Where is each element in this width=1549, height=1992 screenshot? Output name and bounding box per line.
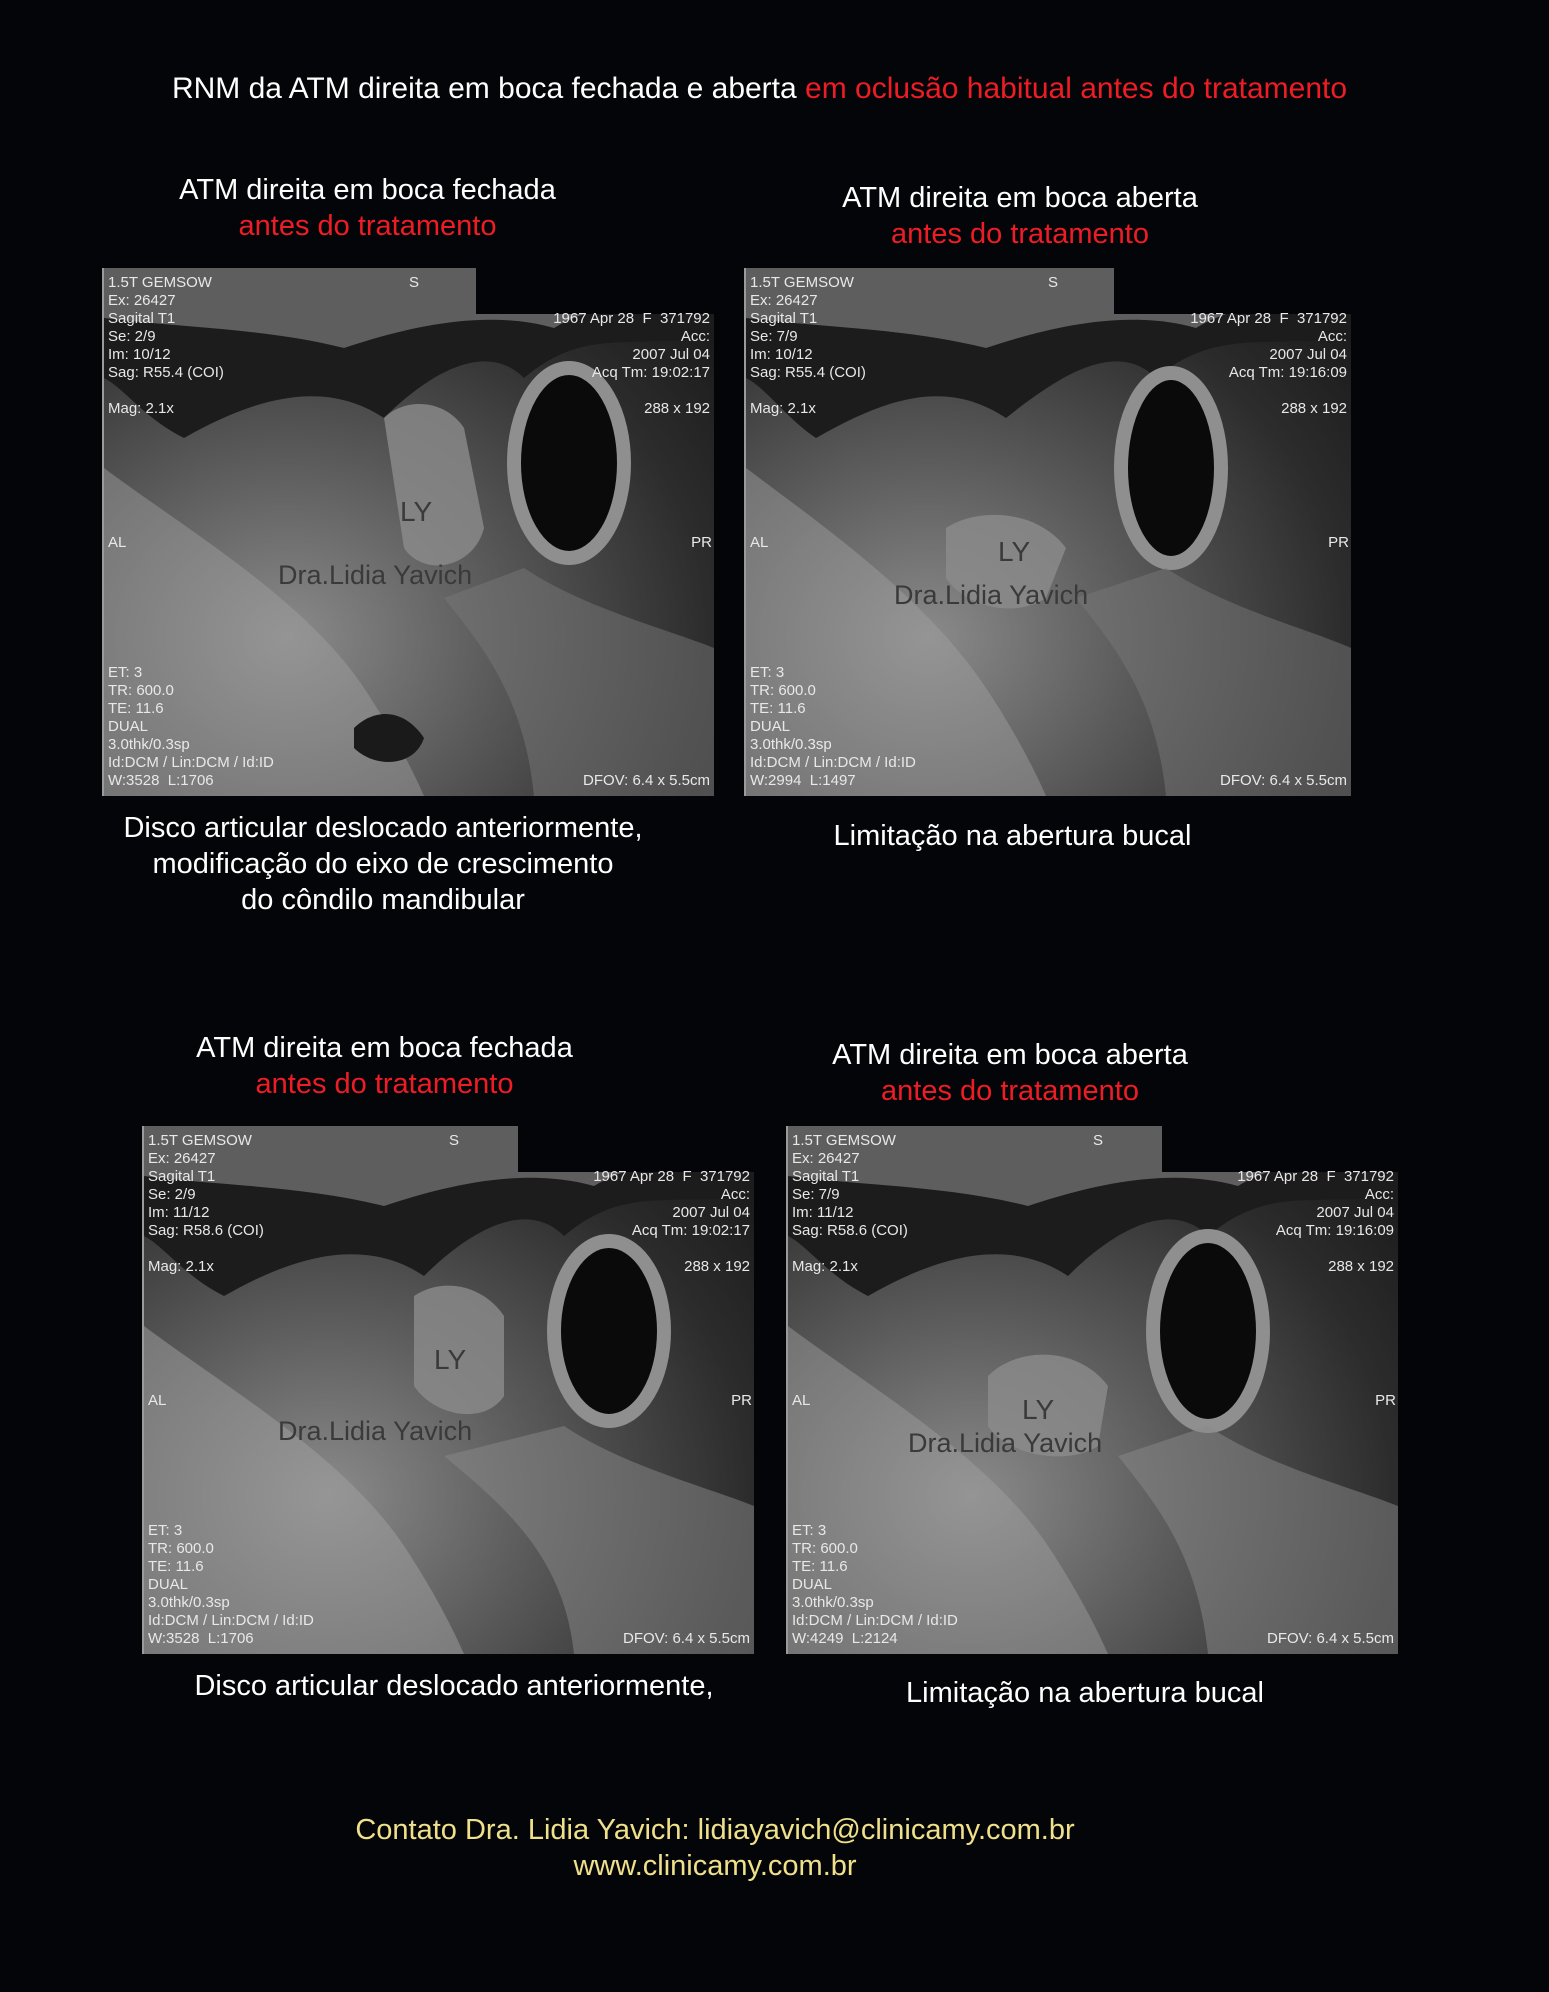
- panel-1-heading-red: antes do tratamento: [238, 210, 497, 242]
- panel-3-caption-line-1: Disco articular deslocado anteriormente,: [194, 1670, 714, 1702]
- mri-3-marker-left: AL: [148, 1392, 167, 1409]
- mri-4-overlay-s: S: [1093, 1132, 1104, 1149]
- mri-3-overlay-bottomright: DFOV: 6.4 x 5.5cm: [623, 1630, 750, 1647]
- panel-3-heading: [167, 1030, 602, 1102]
- mri-image-4: [786, 1126, 1398, 1654]
- page-title-white: RNM da ATM direita em boca fechada e aberta: [171, 72, 797, 105]
- mri-2-watermark-ly: LY: [998, 536, 1031, 567]
- mri-2-overlay-topleft: 1.5T GEMSOW Ex: 26427 Sagital T1 Se: 7/9 Im: 10/12 Sag: R55.4 (COI) Mag: 2.1x: [750, 274, 866, 417]
- mri-2-overlay-topright: 1967 Apr 28 F 371792 Acc: 2007 Jul 04 Acq Tm: 19:16:09 288 x 192: [1190, 310, 1347, 417]
- mri-1-watermark-ly: LY: [400, 496, 433, 527]
- mri-4-marker-right: PR: [1375, 1392, 1396, 1409]
- mri-2-overlay-s: S: [1048, 274, 1059, 291]
- panel-1-caption-line-1: Disco articular deslocado anteriormente,: [123, 812, 643, 844]
- panel-1-caption-line-3: do côndilo mandibular: [241, 884, 525, 916]
- mri-1-overlay-bottomleft: ET: 3 TR: 600.0 TE: 11.6 DUAL 3.0thk/0.3sp Id:DCM / Lin:DCM / Id:ID W:3528 L:1706: [108, 664, 274, 789]
- mri-1-marker-left: AL: [108, 534, 127, 551]
- panel-3-caption: [170, 1668, 738, 1704]
- panel-2-heading-red: antes do tratamento: [891, 218, 1149, 250]
- panel-2-caption-line-1: Limitação na abertura bucal: [833, 820, 1192, 852]
- mri-4-overlay-topleft: 1.5T GEMSOW Ex: 26427 Sagital T1 Se: 7/9 Im: 11/12 Sag: R58.6 (COI) Mag: 2.1x: [792, 1132, 908, 1275]
- mri-1-overlay-topright: 1967 Apr 28 F 371792 Acc: 2007 Jul 04 Acq Tm: 19:02:17 288 x 192: [553, 310, 710, 417]
- mri-image-3: [142, 1126, 754, 1654]
- mri-1-marker-right: PR: [691, 534, 712, 551]
- panel-4-caption: [870, 1675, 1300, 1711]
- mri-2-overlay-bottomleft: ET: 3 TR: 600.0 TE: 11.6 DUAL 3.0thk/0.3sp Id:DCM / Lin:DCM / Id:ID W:2994 L:1497: [750, 664, 916, 789]
- mri-3-overlay-topright: 1967 Apr 28 F 371792 Acc: 2007 Jul 04 Acq Tm: 19:02:17 288 x 192: [593, 1168, 750, 1275]
- mri-1-watermark-name: Dra.Lidia Yavich: [278, 560, 473, 590]
- mri-1-overlay-s: S: [409, 274, 420, 291]
- mri-3-overlay-s: S: [449, 1132, 460, 1149]
- panel-1-heading: [150, 172, 585, 244]
- panel-4-heading-red: antes do tratamento: [881, 1075, 1139, 1107]
- mri-4-overlay-topright: 1967 Apr 28 F 371792 Acc: 2007 Jul 04 Acq Tm: 19:16:09 288 x 192: [1237, 1168, 1394, 1275]
- panel-3-heading-white: ATM direita em boca fechada: [196, 1032, 573, 1064]
- mri-4-overlay-bottomleft: ET: 3 TR: 600.0 TE: 11.6 DUAL 3.0thk/0.3sp Id:DCM / Lin:DCM / Id:ID W:4249 L:2124: [792, 1522, 958, 1647]
- panel-1-caption: [100, 810, 666, 918]
- mri-4-marker-left: AL: [792, 1392, 811, 1409]
- mri-3-watermark-ly: LY: [434, 1344, 467, 1375]
- mri-image-1: [102, 268, 714, 796]
- panel-4-heading-white: ATM direita em boca aberta: [832, 1039, 1188, 1071]
- footer-website: www.clinicamy.com.br: [573, 1850, 857, 1882]
- mri-2-marker-left: AL: [750, 534, 769, 551]
- mri-4-watermark-ly: LY: [1022, 1394, 1055, 1425]
- footer-contact: [0, 1812, 1430, 1884]
- panel-2-caption: [800, 818, 1225, 854]
- page-title-red: em oclusão habitual antes do tratamento: [805, 72, 1348, 105]
- panel-1-caption-line-2: modificação do eixo de crescimento: [152, 848, 614, 880]
- mri-1-overlay-bottomright: DFOV: 6.4 x 5.5cm: [583, 772, 710, 789]
- mri-3-overlay-topleft: 1.5T GEMSOW Ex: 26427 Sagital T1 Se: 2/9 Im: 11/12 Sag: R58.6 (COI) Mag: 2.1x: [148, 1132, 264, 1275]
- mri-4-watermark-name: Dra.Lidia Yavich: [908, 1428, 1103, 1458]
- page-title: [0, 72, 1519, 106]
- mri-3-watermark-name: Dra.Lidia Yavich: [278, 1416, 473, 1446]
- panel-4-heading: [800, 1037, 1220, 1109]
- mri-2-overlay-bottomright: DFOV: 6.4 x 5.5cm: [1220, 772, 1347, 789]
- panel-4-caption-line-1: Limitação na abertura bucal: [906, 1677, 1264, 1709]
- mri-1-overlay-topleft: 1.5T GEMSOW Ex: 26427 Sagital T1 Se: 2/9 Im: 10/12 Sag: R55.4 (COI) Mag: 2.1x: [108, 274, 224, 417]
- panel-2-heading-white: ATM direita em boca aberta: [842, 182, 1198, 214]
- mri-2-marker-right: PR: [1328, 534, 1349, 551]
- mri-3-marker-right: PR: [731, 1392, 752, 1409]
- footer-contact-email: Contato Dra. Lidia Yavich: lidiayavich@clinicamy.com.br: [355, 1814, 1075, 1846]
- mri-3-overlay-bottomleft: ET: 3 TR: 600.0 TE: 11.6 DUAL 3.0thk/0.3sp Id:DCM / Lin:DCM / Id:ID W:3528 L:1706: [148, 1522, 314, 1647]
- panel-2-heading: [810, 180, 1230, 252]
- panel-1-heading-white: ATM direita em boca fechada: [179, 174, 556, 206]
- mri-image-2: [744, 268, 1351, 796]
- mri-4-overlay-bottomright: DFOV: 6.4 x 5.5cm: [1267, 1630, 1394, 1647]
- panel-3-heading-red: antes do tratamento: [255, 1068, 514, 1100]
- mri-2-watermark-name: Dra.Lidia Yavich: [894, 580, 1089, 610]
